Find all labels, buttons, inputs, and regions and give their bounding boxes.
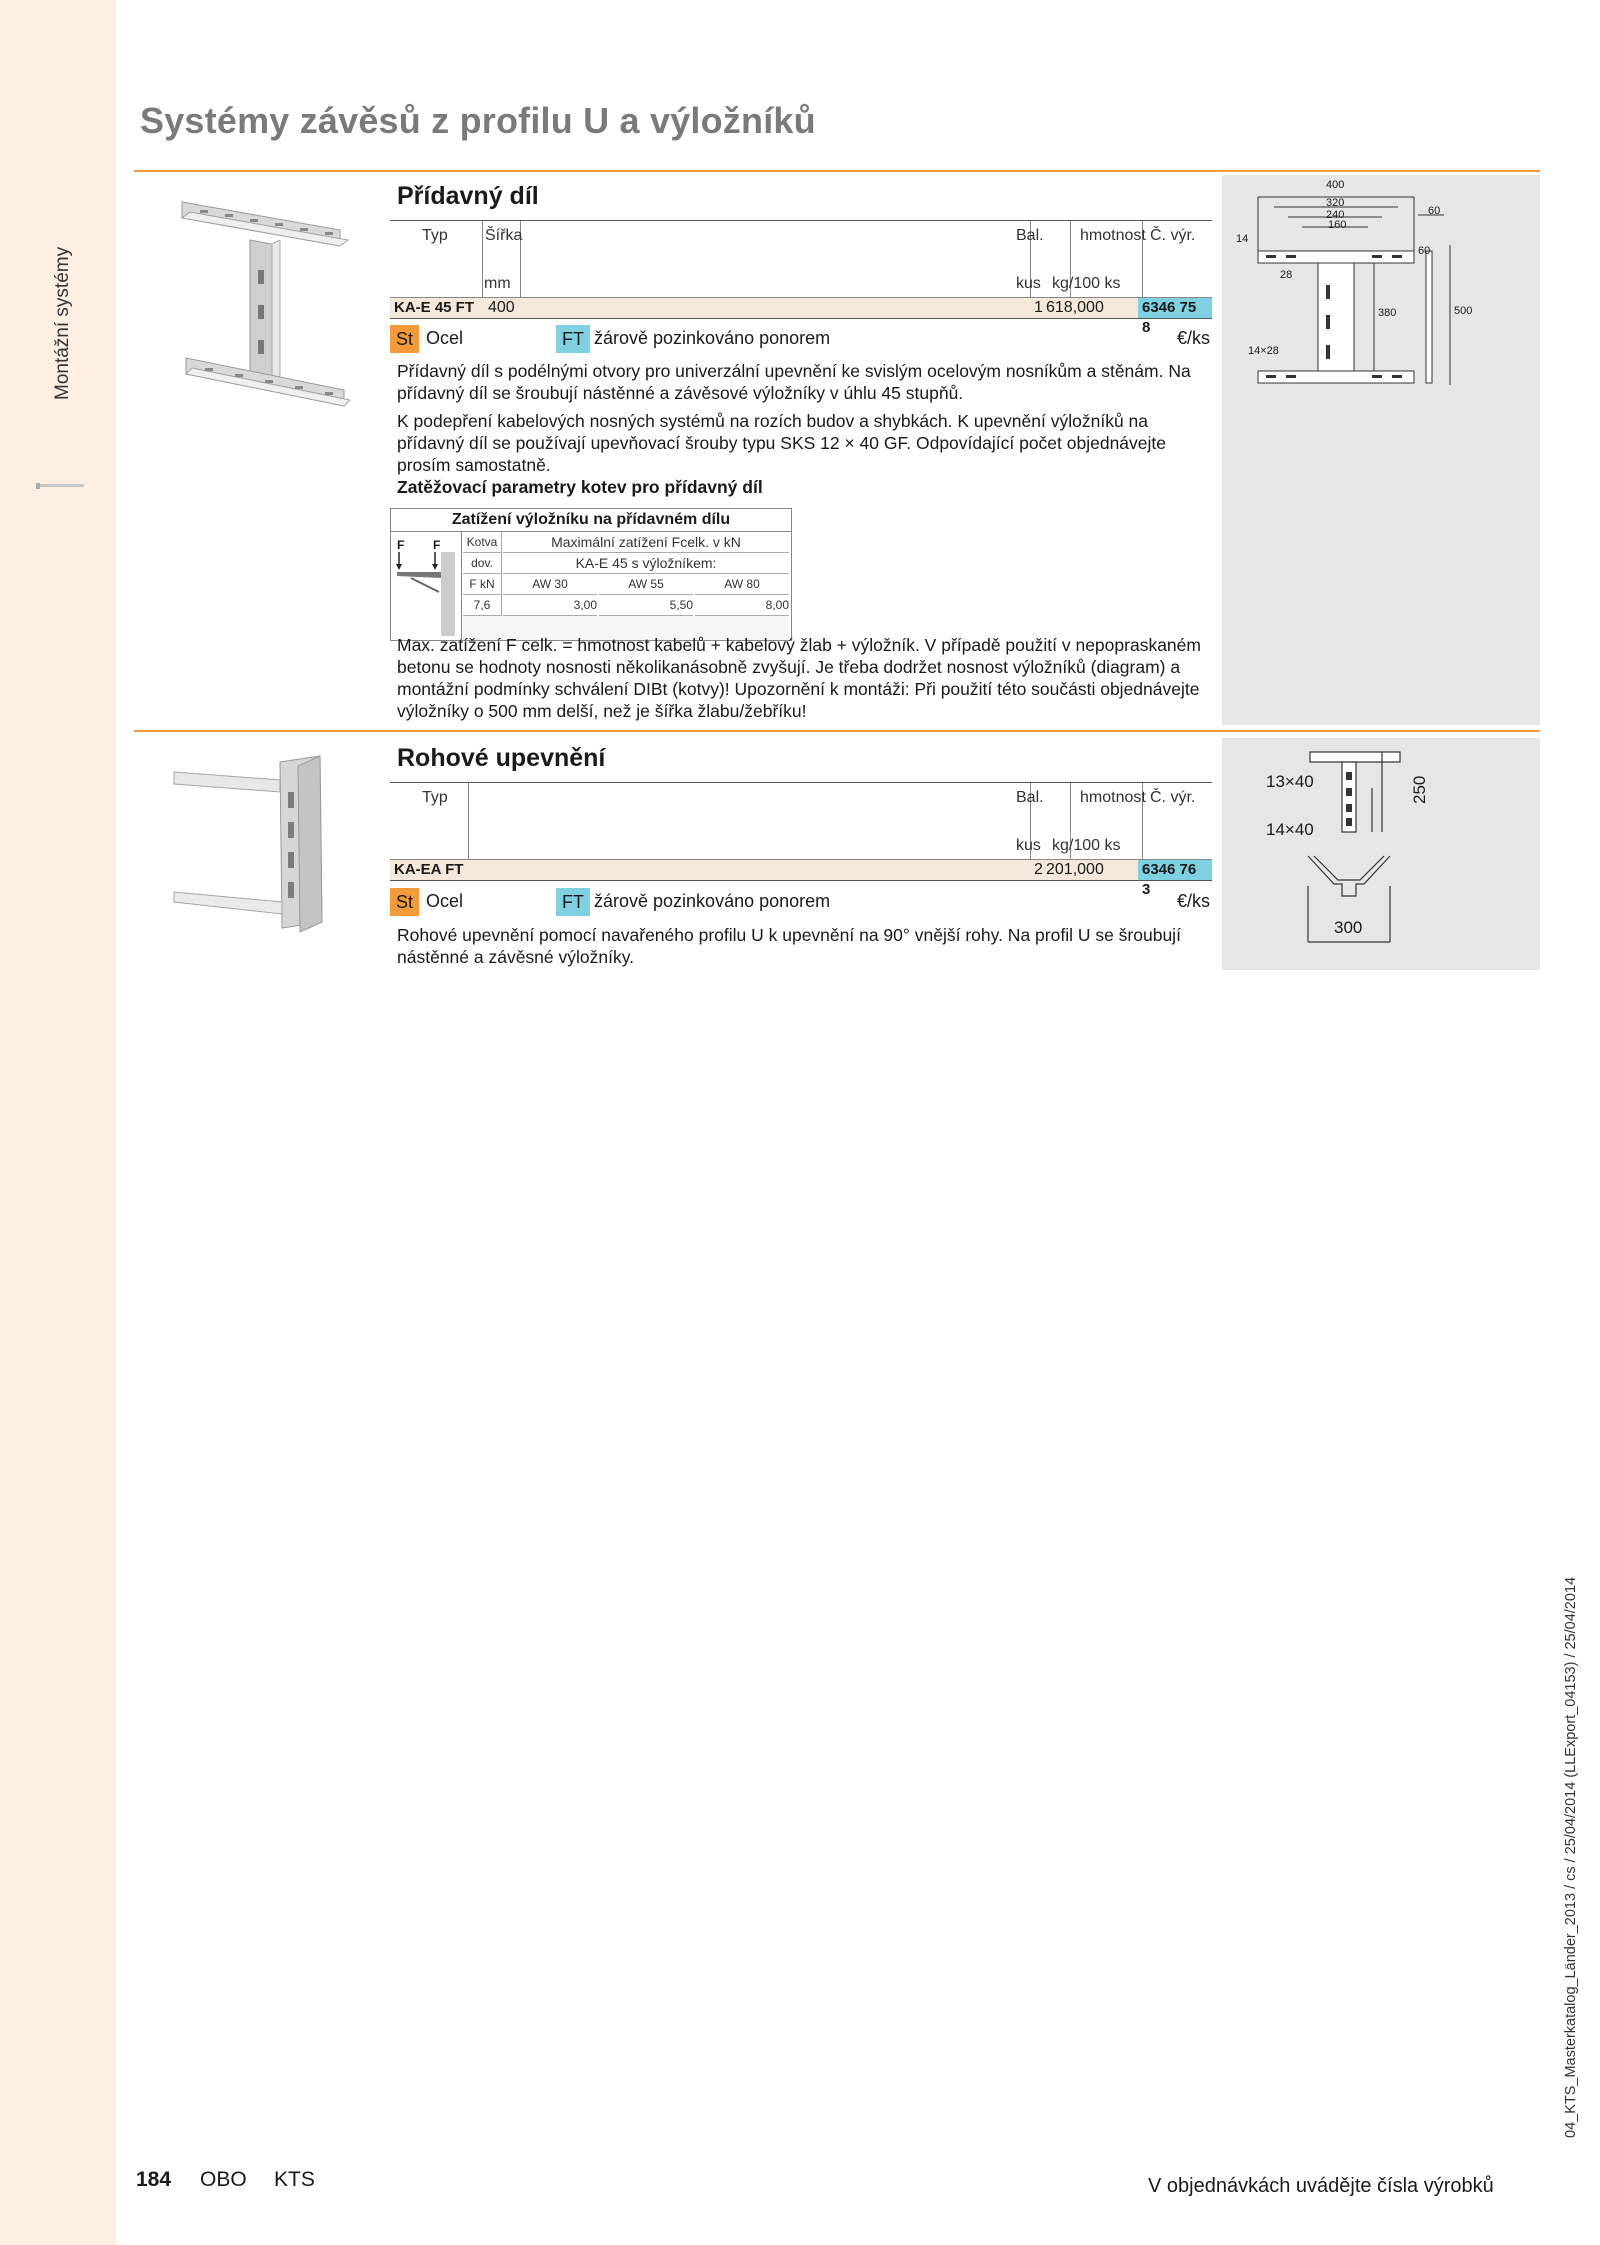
description-1: Rohové upevnění pomocí navařeného profilu U k upevnění na 90° vnější rohy. Na profil U se šroubují nástěnné a závěsné výložníky. [397,925,1181,967]
footer-note: V objednávkách uvádějte čísla výrobků [1148,2175,1494,2197]
badge-ft: FT [556,325,590,353]
load-params-heading: Zatěžovací parametry kotev pro přídavný díl [397,477,763,497]
row-typ: KA-EA FT [394,861,464,878]
technical-drawing-pridavny-dil [1222,175,1540,435]
col-cvyr: Č. výr. [1150,227,1196,244]
row-sirka: 400 [488,299,515,316]
unit-bal: kus [1016,837,1041,854]
dim-160: 160 [1328,219,1347,231]
dim-13x40: 13×40 [1266,772,1314,791]
finish-label: žárově pozinkováno ponorem [594,328,831,348]
unit-hmotnost: kg/100 ks [1052,275,1121,292]
table-header [390,220,1212,297]
sidebar-bracket-icon [36,483,88,489]
product-photo-rohove-upevneni [170,752,350,942]
row-hmotnost: 201,000 [1046,861,1104,878]
dim-14x40: 14×40 [1266,820,1314,839]
section-divider [134,170,1540,172]
dim-320: 320 [1326,197,1345,209]
load-diagram-icon [391,532,461,640]
technical-drawing-panel [1222,738,1540,970]
technical-drawing-panel [1222,175,1540,725]
dim-60a: 60 [1418,245,1431,257]
dim-500: 500 [1454,305,1473,317]
unit-bal: kus [1016,275,1041,292]
row-hmotnost: 618,000 [1046,299,1104,316]
col-hmotnost: hmotnost [1080,227,1146,244]
value-aw55: 5,50 [599,595,693,616]
load-diagram [391,532,461,640]
col-sirka: Šířka [485,227,523,244]
dim-400: 400 [1326,179,1345,191]
sidebar-label: Montážní systémy [52,246,73,400]
load-table [390,508,792,641]
product-photo-pridavny-dil [180,190,350,420]
table-row [390,859,1212,898]
table-row [390,297,1212,336]
col-typ: Typ [422,789,448,806]
value-aw80: 8,00 [695,595,789,616]
table-header [390,782,1212,859]
dim-14: 14 [1236,233,1249,245]
dim-14x28: 14×28 [1248,345,1279,357]
product-table [390,782,1212,898]
section-title-pridavny-dil: Přídavný díl [397,182,539,210]
col-bal: Bal. [1016,227,1044,244]
material-row [390,888,1212,916]
section-title-rohove-upevneni: Rohové upevnění [397,744,606,772]
cell-with-label: KA-E 45 s výložníkem: [503,553,789,574]
order-number: 6346 76 3 [1138,860,1212,880]
price-unit: €/ks [1176,891,1210,911]
row-bal: 1 [1034,299,1043,316]
material-label: Ocel [426,891,464,911]
badge-ft: FT [556,888,590,916]
dim-380: 380 [1378,307,1397,319]
product-table [390,220,1212,336]
badge-st: St [390,888,419,916]
finish-label: žárově pozinkováno ponorem [594,891,831,911]
dim-240: 240 [1326,209,1345,221]
description-2: K podepření kabelových nosných systémů na rozích budov a shybkách. K upevnění výložníků na přídavný díl se používají upevňovací šrouby typu SKS 12 × 40 GF. Odpovídající počet objednávejte prosím samostatně. [397,411,1167,475]
dim-300: 300 [1334,918,1363,937]
unit-sirka: mm [484,275,511,292]
cell-aw55: AW 55 [599,574,693,595]
cell-fkn: F kN [463,574,501,595]
description-1: Přídavný díl s podélnými otvory pro univerzální upevnění ke svislým ocelovým nosníkům a stěnám. Na přídavný díl se šroubují nástěnné a závěsové výložníky v úhlu 45 stupňů. [397,361,1191,403]
badge-st: St [390,325,419,353]
value-fkn: 7,6 [463,595,501,616]
col-hmotnost: hmotnost [1080,789,1146,806]
material-row [390,325,1212,353]
col-typ: Typ [422,227,448,244]
cell-kotva: Kotva [463,532,501,553]
material-label: Ocel [426,328,464,348]
dim-250: 250 [1410,775,1429,804]
dim-28: 28 [1280,269,1293,281]
order-number: 6346 75 8 [1138,298,1212,318]
cell-aw80: AW 80 [695,574,789,595]
cell-dov: dov. [463,553,501,574]
value-aw30: 3,00 [503,595,597,616]
catalog-export-note: 04_KTS_Masterkatalog_Länder_2013 / cs / 25/04/2014 (LLExport_04153) / 25/04/2014 [1563,1576,1579,2138]
cell-max-label: Maximální zatížení Fcelk. v kN [503,532,789,553]
force-label-1: F [397,538,405,552]
row-typ: KA-E 45 FT [394,299,475,316]
footer-brand: OBO [200,2168,247,2191]
cell-aw30: AW 30 [503,574,597,595]
description-3: Max. zatížení F celk. = hmotnost kabelů + kabelový žlab + výložník. V případě použití v nepopraskaném betonu se hodnoty nosnosti několikanásobně zvyšují. Je třeba dodržet nosnost výložníků (diagram) a montážní podmínky schválení DIBt (kotvy)! Upozornění k montáži: Při použití této součásti objednávejte výložníky o 500 mm delší, než je šířka žlabu/žebříku! [397,635,1201,721]
dim-60b: 60 [1428,205,1441,217]
page-number: 184 [136,2168,172,2191]
price-unit: €/ks [1176,328,1210,348]
section-divider [134,730,1540,732]
unit-hmotnost: kg/100 ks [1052,837,1121,854]
page-title: Systémy závěsů z profilu U a výložníků [140,100,816,141]
col-cvyr: Č. výr. [1150,789,1196,806]
footer-product-line: KTS [274,2168,315,2191]
force-label-2: F [433,538,441,552]
row-bal: 2 [1034,861,1043,878]
col-bal: Bal. [1016,789,1044,806]
load-table-title: Zatížení výložníku na přídavném dílu [391,509,791,532]
